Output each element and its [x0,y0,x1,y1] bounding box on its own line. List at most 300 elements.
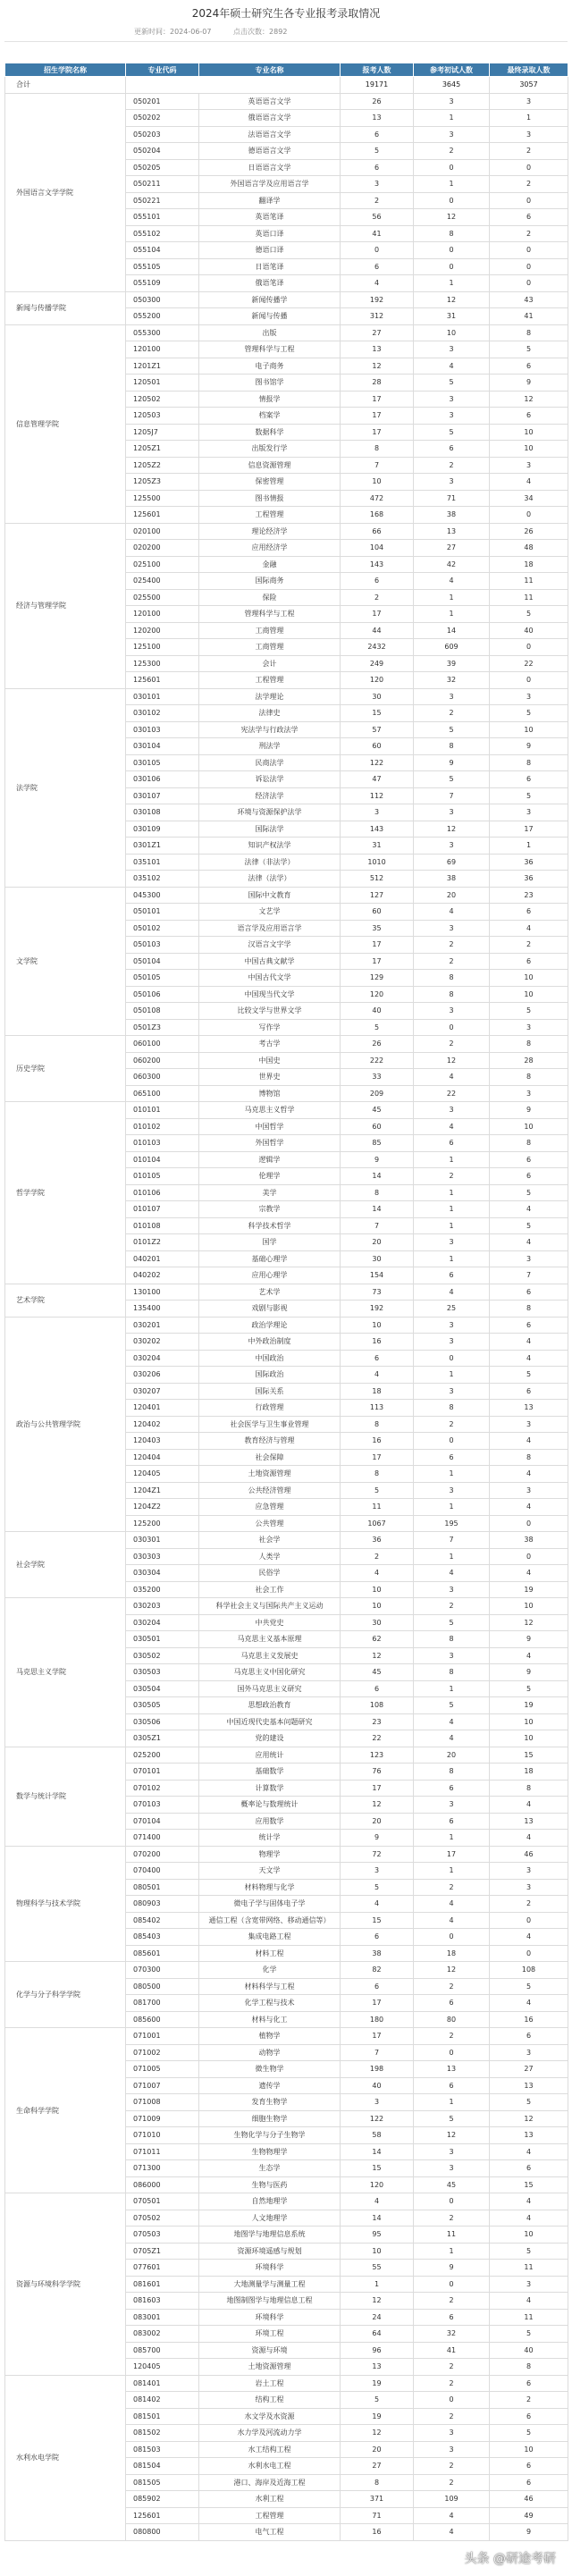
exam-takers-cell: 12 [414,1962,490,1979]
major-code-cell: 030105 [126,754,199,771]
exam-takers-cell: 38 [414,507,490,524]
major-name-cell: 生物物理学 [199,2143,341,2160]
major-code-cell: 120100 [126,341,199,358]
major-name-cell: 世界史 [199,1069,341,1086]
admitted-cell: 13 [490,2077,568,2094]
major-code-cell: 030107 [126,787,199,804]
major-name-cell: 水工结构工程 [199,2441,341,2458]
admitted-cell: 4 [490,1466,568,1483]
admitted-cell: 6 [490,2160,568,2177]
major-code-cell: 071011 [126,2143,199,2160]
major-name-cell: 基础心理学 [199,1250,341,1267]
admitted-cell: 4 [490,1929,568,1946]
college-name-cell: 马克思主义学院 [5,1598,126,1747]
major-name-cell: 水利水电工程 [199,2458,341,2475]
major-name-cell: 信息资源管理 [199,457,341,474]
major-code-cell: 125300 [126,655,199,672]
major-code-cell: 050221 [126,192,199,209]
exam-takers-cell: 0 [414,159,490,176]
admitted-cell: 4 [490,1995,568,2012]
major-code-cell: 071300 [126,2160,199,2177]
exam-takers-cell: 3 [414,1383,490,1400]
exam-takers-cell: 8 [414,986,490,1003]
exam-takers-cell: 3 [414,391,490,408]
major-code-cell: 060100 [126,1036,199,1053]
admitted-cell: 8 [490,1135,568,1152]
major-name-cell: 保险 [199,589,341,606]
table-row [5,1747,568,1764]
applicants-cell: 30 [341,1614,414,1631]
admitted-cell: 4 [490,474,568,491]
major-code-cell: 050300 [126,291,199,308]
applicants-cell: 55 [341,2260,414,2277]
exam-takers-cell: 6 [414,2077,490,2094]
major-name-cell: 中国现当代文学 [199,986,341,1003]
exam-takers-cell: 8 [414,970,490,987]
college-name-cell: 物理科学与技术学院 [5,1846,126,1962]
college-name-cell: 生命科学学院 [5,2028,126,2193]
major-name-cell: 出版 [199,324,341,341]
applicants-cell: 7 [341,457,414,474]
applicants-cell: 15 [341,1912,414,1929]
exam-takers-cell: 3 [414,1334,490,1351]
major-name-cell: 知识产权法学 [199,838,341,854]
admitted-cell: 9 [490,1102,568,1119]
applicants-cell: 8 [341,1184,414,1201]
applicants-cell: 9 [341,1830,414,1847]
major-code-cell: 030202 [126,1334,199,1351]
major-code-cell: 125601 [126,507,199,524]
click-count: 点击次数：2892 [233,28,288,36]
major-name-cell: 电气工程 [199,2524,341,2541]
major-code-cell: 055104 [126,242,199,259]
exam-takers-cell: 0 [414,2193,490,2210]
major-name-cell: 宪法学与行政法学 [199,721,341,738]
major-name-cell: 计算数学 [199,1780,341,1797]
exam-takers-cell: 2 [414,1879,490,1896]
table-row [5,1846,568,1863]
applicants-cell: 3 [341,176,414,193]
applicants-cell: 1010 [341,854,414,871]
major-code-cell: 070200 [126,1846,199,1863]
exam-takers-cell: 8 [414,1631,490,1648]
major-code-cell: 030109 [126,821,199,838]
major-code-cell: 030101 [126,688,199,705]
applicants-cell: 4 [341,1896,414,1913]
major-name-cell: 德语语言文学 [199,143,341,160]
applicants-cell: 45 [341,1664,414,1681]
applicants-cell: 2 [341,192,414,209]
exam-takers-cell: 1 [414,606,490,623]
admitted-cell: 3 [490,1019,568,1036]
admitted-cell: 10 [490,2227,568,2243]
applicants-cell: 108 [341,1697,414,1714]
major-code-cell: 081401 [126,2375,199,2392]
exam-takers-cell: 4 [414,1896,490,1913]
applicants-cell: 96 [341,2342,414,2359]
exam-takers-cell: 14 [414,622,490,639]
exam-takers-cell: 4 [414,358,490,375]
major-code-cell: 060300 [126,1069,199,1086]
admitted-cell: 6 [490,904,568,921]
table-header-row [5,63,568,77]
admitted-cell: 2 [490,937,568,954]
admitted-cell: 4 [490,1565,568,1582]
major-code-cell: 071005 [126,2061,199,2078]
major-code-cell: 083002 [126,2326,199,2343]
major-code-cell: 071009 [126,2110,199,2127]
major-name-cell: 英语语言文学 [199,93,341,110]
admitted-cell: 15 [490,1747,568,1764]
admitted-cell: 6 [490,2474,568,2491]
applicants-cell: 12 [341,1797,414,1814]
major-name-cell: 统计学 [199,1830,341,1847]
admitted-cell: 8 [490,754,568,771]
applicants-cell: 120 [341,672,414,689]
admitted-cell: 5 [490,787,568,804]
major-name-cell: 美学 [199,1184,341,1201]
major-name-cell: 中国政治 [199,1350,341,1367]
admitted-cell: 5 [490,1184,568,1201]
major-name-cell: 诉讼法学 [199,771,341,788]
exam-takers-cell: 3 [414,408,490,425]
major-code-cell: 010107 [126,1201,199,1218]
major-code-cell: 0101Z2 [126,1234,199,1251]
admitted-cell: 0 [490,159,568,176]
major-name-cell: 化学工程与技术 [199,1995,341,2012]
applicants-cell: 85 [341,1135,414,1152]
major-code-cell: 125200 [126,1515,199,1532]
admitted-cell: 3 [490,1482,568,1499]
exam-takers-cell: 4 [414,573,490,590]
exam-takers-cell: 4 [414,1069,490,1086]
major-code-cell: 120403 [126,1433,199,1450]
major-code-cell: 120503 [126,408,199,425]
table-row [5,688,568,705]
applicants-cell: 19 [341,2375,414,2392]
admitted-cell: 5 [490,1978,568,1995]
applicants-cell: 26 [341,93,414,110]
major-name-cell: 应用数学 [199,1813,341,1830]
applicants-cell: 9 [341,1151,414,1168]
admitted-cell: 3 [490,688,568,705]
major-code-cell: 050105 [126,970,199,987]
exam-takers-cell: 38 [414,871,490,888]
exam-takers-cell: 5 [414,375,490,391]
exam-takers-cell: 3 [414,1482,490,1499]
major-name-cell: 大地测量学与测量工程 [199,2276,341,2293]
admitted-cell: 8 [490,1449,568,1466]
major-code-cell: 0301Z1 [126,838,199,854]
major-code-cell: 030201 [126,1317,199,1334]
major-name-cell: 国外马克思主义研究 [199,1680,341,1697]
applicants-cell: 30 [341,1250,414,1267]
admitted-cell: 6 [490,1383,568,1400]
applicants-cell: 27 [341,324,414,341]
major-name-cell: 国际关系 [199,1383,341,1400]
applicants-cell: 112 [341,787,414,804]
major-name-cell: 科学社会主义与国际共产主义运动 [199,1598,341,1615]
exam-takers-cell: 39 [414,655,490,672]
applicants-cell: 13 [341,110,414,127]
admitted-cell: 10 [490,2441,568,2458]
admitted-cell: 5 [490,705,568,722]
applicants-cell: 168 [341,507,414,524]
major-code-cell: 120402 [126,1416,199,1433]
major-code-cell: 010106 [126,1184,199,1201]
applicants-cell: 13 [341,341,414,358]
major-code-cell: 030504 [126,1680,199,1697]
exam-takers-cell: 45 [414,2176,490,2193]
admitted-cell: 4 [490,2143,568,2160]
admitted-cell: 4 [490,2193,568,2210]
major-name-cell: 情报学 [199,391,341,408]
major-code-cell: 055300 [126,324,199,341]
major-code-cell: 120501 [126,375,199,391]
major-name-cell: 图书情报 [199,490,341,507]
exam-takers-cell: 3 [414,2160,490,2177]
major-code-cell: 030204 [126,1614,199,1631]
admitted-cell: 23 [490,887,568,904]
exam-takers-cell: 5 [414,2110,490,2127]
exam-takers-cell: 2 [414,2359,490,2376]
admitted-cell: 2 [490,225,568,242]
exam-takers-cell: 4 [414,2524,490,2541]
applicants-cell: 22 [341,1730,414,1747]
major-code-cell: 080501 [126,1879,199,1896]
exam-takers-cell: 12 [414,1052,490,1069]
exam-takers-cell: 7 [414,1532,490,1549]
applicants-cell: 17 [341,937,414,954]
major-name-cell: 外国哲学 [199,1135,341,1152]
exam-takers-cell: 2 [414,953,490,970]
admitted-cell: 5 [490,2425,568,2442]
major-code-cell: 025400 [126,573,199,590]
admitted-cell: 3 [490,1416,568,1433]
major-name-cell: 思想政治教育 [199,1697,341,1714]
major-name-cell: 环境工程 [199,2326,341,2343]
major-name-cell: 细胞生物学 [199,2110,341,2127]
applicants-cell: 2 [341,589,414,606]
exam-takers-cell: 2 [414,705,490,722]
table-row [5,2375,568,2392]
table-row [5,1284,568,1301]
major-name-cell: 科学技术哲学 [199,1217,341,1234]
meta-line [134,27,307,37]
admitted-cell: 10 [490,721,568,738]
applicants-cell: 2 [341,1548,414,1565]
admitted-cell: 4 [490,1830,568,1847]
major-code-cell: 045300 [126,887,199,904]
admitted-cell: 46 [490,2491,568,2508]
major-name-cell: 金融 [199,556,341,573]
major-name-cell: 人文地理学 [199,2210,341,2227]
applicants-cell: 17 [341,953,414,970]
admitted-cell: 4 [490,1201,568,1218]
applicants-cell: 209 [341,1085,414,1102]
exam-takers-cell: 109 [414,2491,490,2508]
exam-takers-cell: 22 [414,1085,490,1102]
exam-takers-cell: 12 [414,2127,490,2144]
applicants-cell: 17 [341,606,414,623]
exam-takers-cell: 71 [414,490,490,507]
applicants-cell: 31 [341,838,414,854]
major-name-cell: 生态学 [199,2160,341,2177]
major-name-cell: 法律（非法学） [199,854,341,871]
applicants-cell: 198 [341,2061,414,2078]
header-college: 招生学院名称 [5,63,126,77]
admitted-cell: 3 [490,93,568,110]
major-code-cell: 071007 [126,2077,199,2094]
major-name-cell: 博物馆 [199,1085,341,1102]
major-code-cell: 050104 [126,953,199,970]
admitted-cell: 6 [490,2458,568,2475]
major-name-cell: 法学理论 [199,688,341,705]
applicants-cell: 6 [341,159,414,176]
major-code-cell: 071001 [126,2028,199,2045]
exam-takers-cell: 12 [414,209,490,226]
admitted-cell: 8 [490,324,568,341]
exam-takers-cell: 6 [414,2309,490,2326]
major-name-cell: 环境科学 [199,2260,341,2277]
exam-takers-cell: 2 [414,1036,490,1053]
exam-takers-cell: 8 [414,225,490,242]
admitted-cell: 10 [490,441,568,458]
major-code-cell: 010101 [126,1102,199,1119]
applicants-cell: 16 [341,1433,414,1450]
admitted-cell: 4 [490,1647,568,1664]
major-code-cell: 081504 [126,2458,199,2475]
major-name-cell: 应用统计 [199,1747,341,1764]
major-code-cell: 050211 [126,176,199,193]
exam-takers-cell: 1 [414,1830,490,1847]
major-code-cell: 035102 [126,871,199,888]
exam-takers-cell: 1 [414,275,490,292]
major-name-cell: 通信工程（含宽带网络、移动通信等） [199,1912,341,1929]
major-code-cell: 135400 [126,1301,199,1317]
admitted-cell: 16 [490,2011,568,2028]
admitted-cell: 0 [490,672,568,689]
major-code-cell: 035200 [126,1581,199,1598]
exam-takers-cell: 2 [414,1598,490,1615]
major-code-cell: 1205Z3 [126,474,199,491]
major-code-cell: 085700 [126,2342,199,2359]
college-name-cell: 政治与公共管理学院 [5,1317,126,1532]
major-code-cell: 071002 [126,2044,199,2061]
major-code-cell: 025200 [126,1747,199,1764]
page-title: 2024年硕士研究生各专业报考录取情况 [191,7,381,20]
admitted-cell: 1 [490,838,568,854]
table-row [5,291,568,308]
exam-takers-cell: 0 [414,2044,490,2061]
applicants-cell: 312 [341,308,414,325]
applicants-cell: 18 [341,1383,414,1400]
major-name-cell: 新闻与传播 [199,308,341,325]
header-admitted: 最终录取人数 [490,63,568,77]
applicants-cell: 4 [341,275,414,292]
applicants-cell: 8 [341,2474,414,2491]
exam-takers-cell: 3 [414,838,490,854]
admitted-cell: 38 [490,1532,568,1549]
admitted-cell: 5 [490,2243,568,2260]
exam-takers-cell: 3 [414,688,490,705]
college-name-cell: 资源与环境科学学院 [5,2193,126,2376]
admitted-cell: 48 [490,540,568,557]
applicants-cell: 38 [341,1945,414,1962]
major-name-cell: 日语笔译 [199,258,341,275]
applicants-cell: 2432 [341,639,414,656]
major-name-cell: 国际法学 [199,821,341,838]
major-code-cell: 070102 [126,1780,199,1797]
admitted-cell: 10 [490,970,568,987]
applicants-cell: 27 [341,2458,414,2475]
major-name-cell: 化学 [199,1962,341,1979]
exam-takers-cell: 2 [414,2474,490,2491]
applicants-cell: 17 [341,2028,414,2045]
applicants-cell: 60 [341,1118,414,1135]
major-name-cell: 集成电路工程 [199,1929,341,1946]
major-code-cell: 070101 [126,1764,199,1780]
exam-takers-cell: 3 [414,804,490,821]
applicants-cell: 122 [341,2110,414,2127]
major-name-cell: 经济法学 [199,787,341,804]
exam-takers-cell: 1 [414,1548,490,1565]
admitted-cell: 18 [490,556,568,573]
applicants-cell: 143 [341,556,414,573]
major-name-cell: 公共管理 [199,1515,341,1532]
major-code-cell: 030102 [126,705,199,722]
admitted-cell: 9 [490,375,568,391]
major-name-cell: 环境科学 [199,2309,341,2326]
college-name-cell: 新闻与传播学院 [5,291,126,324]
admitted-cell: 12 [490,391,568,408]
exam-takers-cell: 13 [414,523,490,540]
update-time: 更新时间：2024-06-07 [134,28,212,36]
exam-takers-cell: 3 [414,1581,490,1598]
admitted-cell: 4 [490,920,568,937]
exam-takers-cell: 2 [414,1416,490,1433]
watermark: 头条 @研途考研 [464,2552,556,2566]
applicants-cell: 104 [341,540,414,557]
applicants-cell: 4 [341,1367,414,1384]
admitted-cell: 27 [490,2061,568,2078]
college-name-cell: 信息管理学院 [5,324,126,523]
college-name-cell: 法学院 [5,688,126,887]
applicants-cell: 4 [341,2193,414,2210]
major-name-cell: 电子商务 [199,358,341,375]
major-code-cell: 085902 [126,2491,199,2508]
applicants-cell: 120 [341,2176,414,2193]
major-name-cell: 中国哲学 [199,1118,341,1135]
major-name-cell: 工商管理 [199,622,341,639]
major-name-cell: 民俗学 [199,1565,341,1582]
major-name-cell: 国学 [199,1234,341,1251]
applicants-cell: 5 [341,1879,414,1896]
admitted-cell: 46 [490,1846,568,1863]
admitted-cell: 15 [490,2176,568,2193]
major-name-cell: 物理学 [199,1846,341,1863]
exam-takers-cell: 6 [414,1267,490,1284]
college-name-cell: 外国语言文学学院 [5,93,126,291]
major-code-cell: 125100 [126,639,199,656]
exam-takers-cell: 2 [414,1168,490,1185]
applicants-cell: 73 [341,1284,414,1301]
admitted-cell: 0 [490,507,568,524]
major-name-cell: 遗传学 [199,2077,341,2094]
applicants-cell: 11 [341,1499,414,1516]
major-code-cell: 077601 [126,2260,199,2277]
exam-takers-cell: 3 [414,93,490,110]
